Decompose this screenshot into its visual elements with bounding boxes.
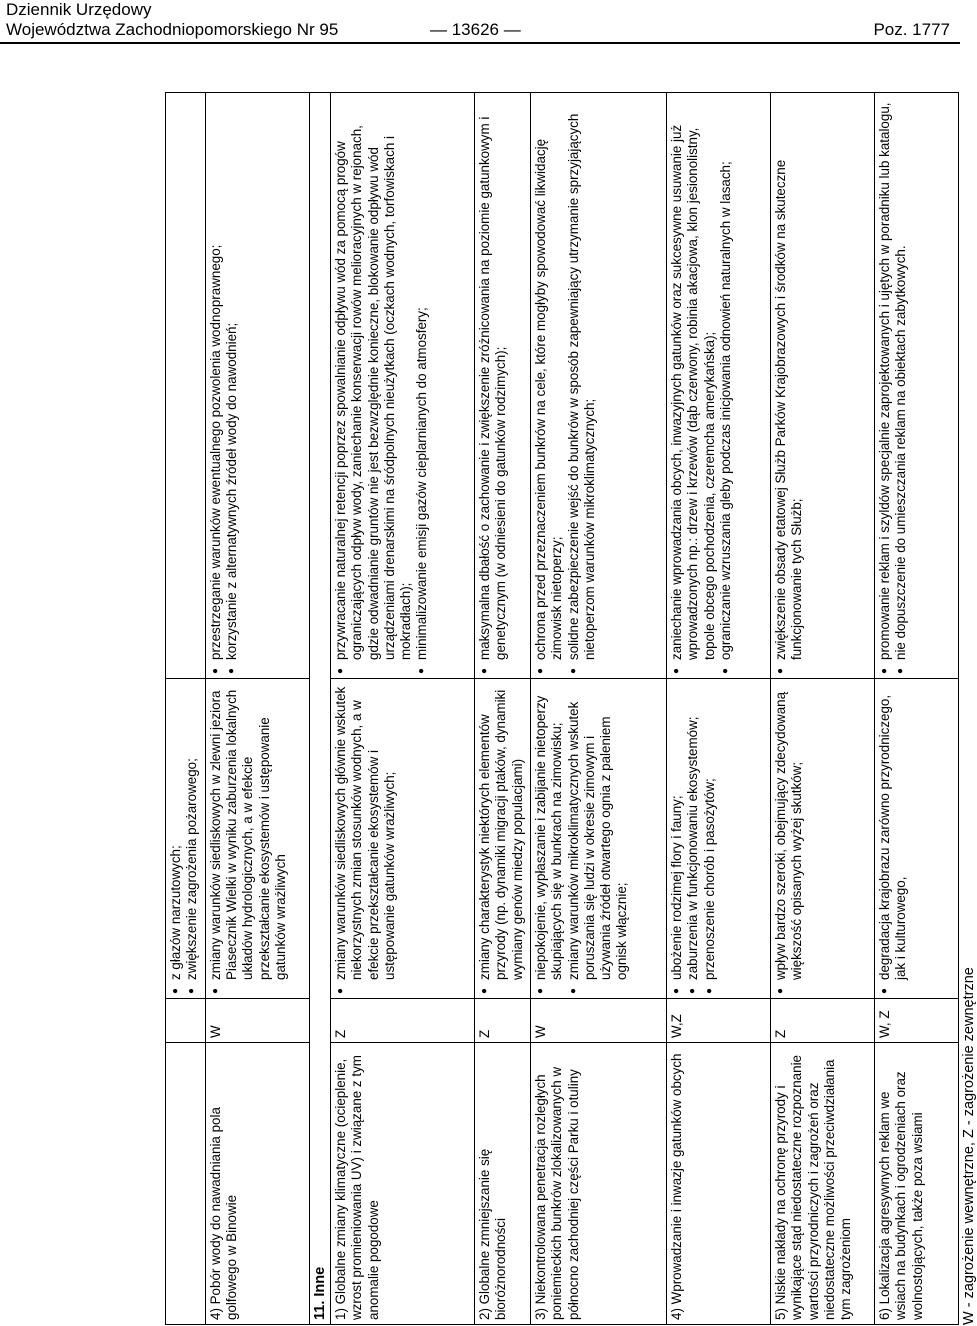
type-cell: W,Z [667,999,771,1043]
measure-item: ● maksymalna dbałość o zachowanie i zwiększenie zróżnicowania na poziomie gatunkowym i genetycznym (w odniesieni do gatunków rodzimych); [477,97,509,674]
measure-item: ● korzystanie z alternatywnych źródeł wody do nawodnień; [224,97,240,674]
table-row [166,93,206,1325]
table-row [331,93,475,1325]
threat-cell: 5) Niskie nakłady na ochronę przyrody i wynikające stąd niedostateczne rozpoznanie wartości przyrodniczych i zagrożeń oraz niedostateczne możliwości przeciwdziałania tym zagrożeniom [771,1043,875,1325]
section-title: 11. Inne [310,93,331,1325]
effect-item: ● ubożenie rodzimej flory i fauny; [669,683,685,994]
effect-item: ● niepokojenie, wypłaszanie i zabijanie nietoperzy skupiających się w bunkrach na zimowisku; [533,683,565,994]
type-cell: Z [331,999,475,1043]
table-row [875,93,959,1325]
measure-item: ● zwiększenie obsady etatowej Służb Parków Krajobrazowych i środków na skuteczne funkcjonowanie tych Służb; [773,97,805,674]
threat-cell: 6) Lokalizacja agresywnych reklam we wsiach na budynkach i ogrodzeniach oraz wolnostojących, także poza wsiami [875,1043,959,1325]
type-cell: W, Z [875,999,959,1043]
measures-cell [166,93,206,679]
type-cell: Z [771,999,875,1043]
type-cell: W [206,999,310,1043]
threats-table [165,92,959,1325]
journal-subtitle: Województwa Zachodniopomorskiego Nr 95 [6,20,339,39]
effect-item: ● zmiany warunków mikroklimatycznych wskutek poruszania się ludzi w okresie zimowym i używania źródeł otwartego ognia z paleniem ognisk włącznie; [566,683,631,994]
threat-cell: 4) Wprowadzanie i inwazje gatunków obcych [667,1043,771,1325]
threat-cell: 4) Pobór wody do nawadniania pola golfowego w Binowie [206,1043,310,1325]
threat-cell: 1) Globalne zmiany klimatyczne (ocieplenie, wzrost promieniowania UV) i związane z tym anomalie pogodowe [331,1043,475,1325]
table-row [475,93,531,1325]
measure-item: ● przestrzeganie warunków ewentualnego pozwolenia wodnoprawnego; [208,97,224,674]
measure-item: ● zaniechanie wprowadzania obcych, inwazyjnych gatunków oraz sukcesywne usuwanie już wprowadzonych np.: drzew i krzewów (dąb czerwony, robinia akacjowa, klon jesionolistny, topole obcego pochodzenia, czeremcha amerykańska); [669,97,718,674]
type-cell: Z [475,999,531,1043]
table-row [771,93,875,1325]
journal-title: Dziennik Urzędowy [6,0,152,19]
effect-item: ● degradacja krajobrazu zarówno przyrodniczego, jak i kulturowego, [877,683,909,994]
effects-cell [531,679,667,999]
rotated-table-area [165,93,977,1325]
footnote-legend: W - zagrożenie wewnętrzne, Z - zagrożenie zewnętrzne [961,967,977,1325]
measures-cell [875,93,959,679]
measures-cell [771,93,875,679]
effects-cell [331,679,475,999]
type-cell: W [531,999,667,1043]
measures-cell [667,93,771,679]
effect-item: ● wpływ bardzo szeroki, obejmujący zdecydowaną większość opisanych wyżej skutków; [773,683,805,994]
effects-cell [475,679,531,999]
effect-item: ● zaburzenia w funkcjonowaniu ekosystemów; [685,683,701,994]
measures-cell [331,93,475,679]
effects-cell [667,679,771,999]
measure-item: ● ochrona przed przeznaczeniem bunkrów na cele, które mogłyby spowodować likwidację zimowisk nietoperzy; [533,97,565,674]
page-number: — 13626 — [430,20,521,39]
effect-item: ● zwiększenie zagrożenia pożarowego; [184,683,200,994]
header-rule [0,42,960,44]
measure-item: ● nie dopuszczenie do umieszczania reklam na obiektach zabytkowych. [893,97,909,674]
measures-cell [206,93,310,679]
table-row [531,93,667,1325]
threat-cell [166,1043,206,1325]
measure-item: ● ograniczanie wzruszania gleby podczas inicjowania odnowień naturalnych w lasach; [718,97,734,674]
effects-cell [875,679,959,999]
measure-item: ● przywracanie naturalnej retencji poprzez spowalnianie odpływu wód za pomocą progów ograniczających odpływ wody, zaniechanie konserwacji rowów melioracyjnych w rejonach, gdzie odwadnianie gruntów nie jest bezwzględnie konieczne, blokowanie odpływu wód urządzeniami drenarskimi na śródpolnych nieużytkach (oczkach wodnych, torfowiskach i mokradłach); [333,97,414,674]
measure-item: ● promowanie reklam i szyldów specjalnie zaprojektowanych i ujętych w poradniku lub katalogu, [877,97,893,674]
measure-item: ● minimalizowanie emisji gazów cieplarnianych do atmosfery; [414,97,430,674]
type-cell [166,999,206,1043]
effect-item: ● zmiany warunków siedliskowych w zlewni jeziora Piasecznik Wielki w wyniku zaburzenia lokalnych układów hydrologicznych, a w efekcie przekształcanie ekosystemów i ustępowanie gatunków wrażliwych [208,683,289,994]
effect-item: ● zmiany charakterystyk niektórych elementów przyrody (np. dynamiki migracji ptaków, dynamiki wymiany genów miedzy populacjami) [477,683,526,994]
position-number: Poz. 1777 [873,20,950,39]
effects-cell [166,679,206,999]
threat-cell: 3) Niekontrolowana penetracja rozległych poniemieckich bunkrów zlokalizowanych w północno zachodniej części Parku i otuliny [531,1043,667,1325]
effect-item: ● przenoszenie chorób i pasożytów; [702,683,718,994]
measures-cell [531,93,667,679]
table-row [667,93,771,1325]
effect-item: ● zmiany warunków siedliskowych głównie wskutek niekorzystnych zmian stosunków wodnych, a w efekcie przekształcanie ekosystemów i ustępowanie gatunków wrażliwych; [333,683,398,994]
effects-cell [771,679,875,999]
section-row [310,93,331,1325]
measure-item: ● solidne zabezpieczenie wejść do bunkrów w sposób zapewniający utrzymanie sprzyjających nietoperzom warunków mikroklimatycznych; [566,97,598,674]
measures-cell [475,93,531,679]
effect-item: ● z głazów narzutowych; [168,683,184,994]
table-row [206,93,310,1325]
threat-cell: 2) Globalne zmniejszanie się bioróżnorodności [475,1043,531,1325]
effects-cell [206,679,310,999]
